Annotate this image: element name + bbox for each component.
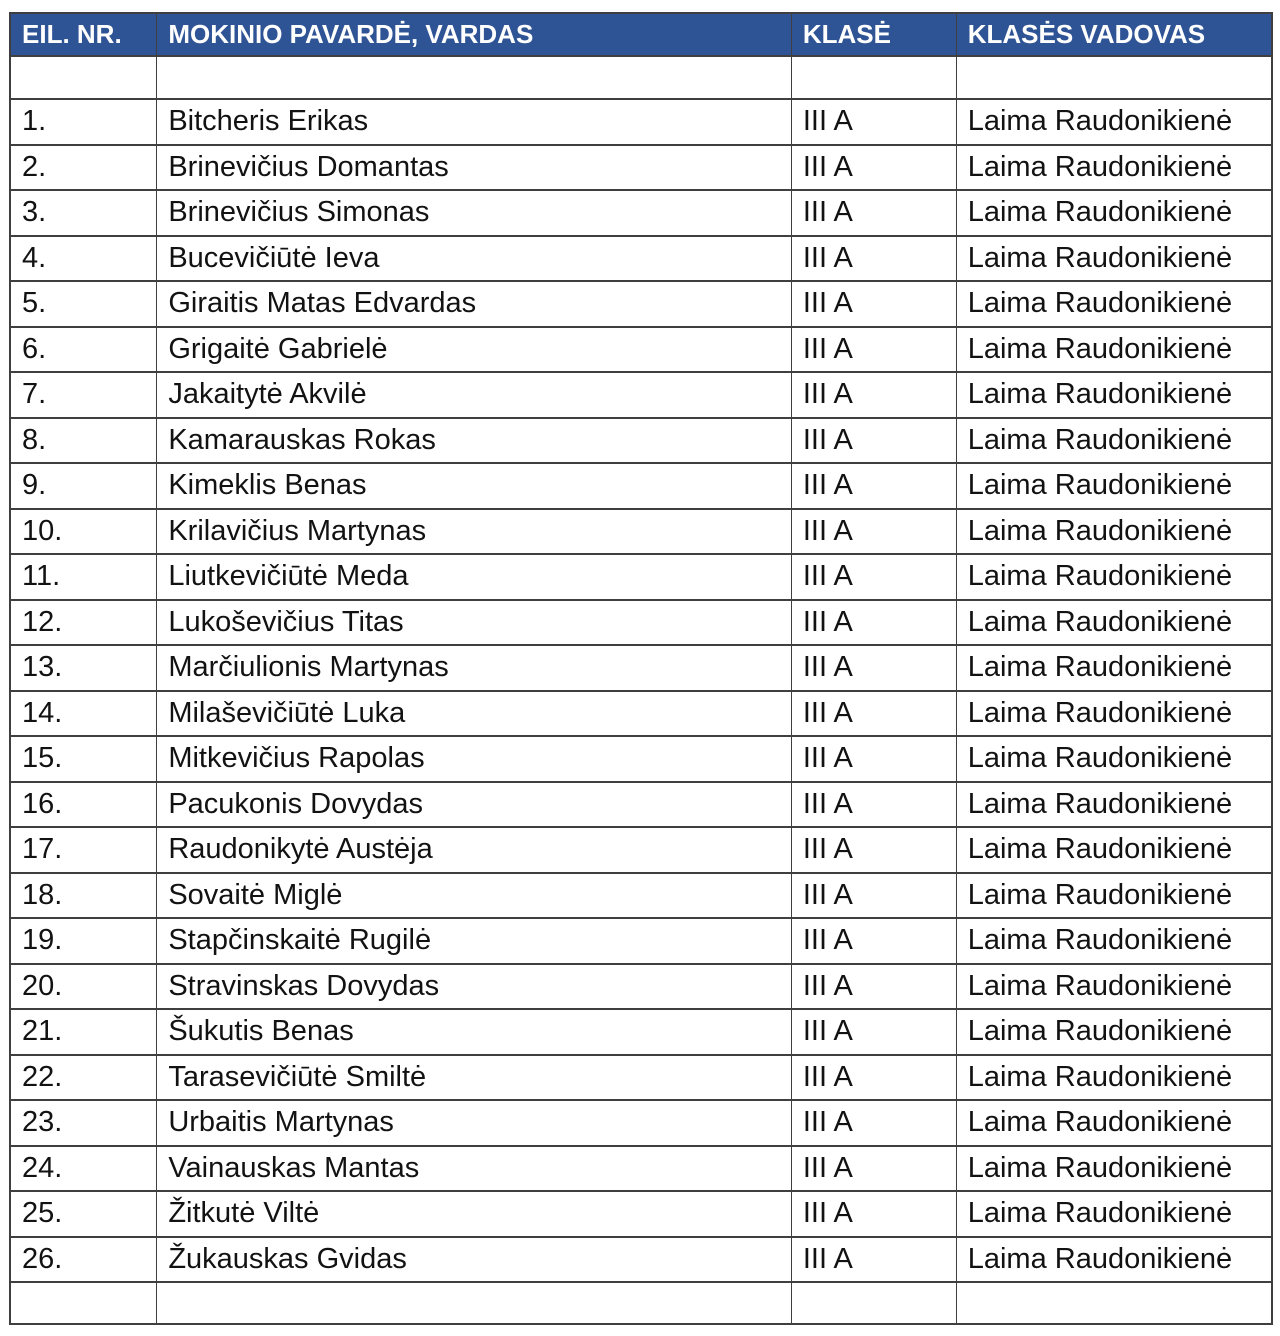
cell-class-teacher: Laima Raudonikienė xyxy=(956,281,1272,327)
cell-row-number: 7. xyxy=(10,372,157,418)
cell-class: III A xyxy=(791,236,956,282)
table-row xyxy=(10,964,1272,1010)
cell-student-name: Lukoševičius Titas xyxy=(157,600,792,646)
cell-student-name: Brinevičius Simonas xyxy=(157,190,792,236)
table-row xyxy=(10,372,1272,418)
empty-cell xyxy=(10,56,157,99)
cell-row-number: 23. xyxy=(10,1100,157,1146)
cell-class: III A xyxy=(791,554,956,600)
cell-student-name: Vainauskas Mantas xyxy=(157,1146,792,1192)
empty-cell xyxy=(791,56,956,99)
cell-student-name: Krilavičius Martynas xyxy=(157,509,792,555)
cell-class: III A xyxy=(791,1191,956,1237)
empty-cell xyxy=(157,56,792,99)
cell-student-name: Stravinskas Dovydas xyxy=(157,964,792,1010)
table-row xyxy=(10,1055,1272,1101)
cell-class: III A xyxy=(791,418,956,464)
cell-class: III A xyxy=(791,1237,956,1283)
table-row xyxy=(10,873,1272,919)
cell-class-teacher: Laima Raudonikienė xyxy=(956,327,1272,373)
cell-class: III A xyxy=(791,463,956,509)
table-row xyxy=(10,418,1272,464)
cell-class-teacher: Laima Raudonikienė xyxy=(956,1009,1272,1055)
cell-student-name: Liutkevičiūtė Meda xyxy=(157,554,792,600)
table-row xyxy=(10,1191,1272,1237)
table-row xyxy=(10,1100,1272,1146)
cell-row-number: 18. xyxy=(10,873,157,919)
cell-row-number: 4. xyxy=(10,236,157,282)
students-table xyxy=(9,12,1273,1325)
cell-row-number: 9. xyxy=(10,463,157,509)
cell-class: III A xyxy=(791,691,956,737)
cell-row-number: 24. xyxy=(10,1146,157,1192)
cell-class: III A xyxy=(791,873,956,919)
table-row xyxy=(10,691,1272,737)
cell-class-teacher: Laima Raudonikienė xyxy=(956,964,1272,1010)
cell-class-teacher: Laima Raudonikienė xyxy=(956,827,1272,873)
cell-student-name: Giraitis Matas Edvardas xyxy=(157,281,792,327)
table-row xyxy=(10,600,1272,646)
table-row xyxy=(10,1009,1272,1055)
col-header-vadovas: KLASĖS VADOVAS xyxy=(956,13,1272,56)
cell-class-teacher: Laima Raudonikienė xyxy=(956,99,1272,145)
cell-student-name: Kimeklis Benas xyxy=(157,463,792,509)
cell-class: III A xyxy=(791,964,956,1010)
cell-row-number: 11. xyxy=(10,554,157,600)
cell-class: III A xyxy=(791,782,956,828)
cell-class: III A xyxy=(791,190,956,236)
cell-class-teacher: Laima Raudonikienė xyxy=(956,236,1272,282)
cell-row-number: 19. xyxy=(10,918,157,964)
cell-class: III A xyxy=(791,827,956,873)
cell-row-number: 8. xyxy=(10,418,157,464)
cell-row-number: 21. xyxy=(10,1009,157,1055)
empty-cell xyxy=(956,1282,1272,1324)
table-row xyxy=(10,236,1272,282)
table-row xyxy=(10,190,1272,236)
cell-class: III A xyxy=(791,327,956,373)
header-row xyxy=(10,13,1272,56)
cell-class-teacher: Laima Raudonikienė xyxy=(956,145,1272,191)
cell-class-teacher: Laima Raudonikienė xyxy=(956,918,1272,964)
table-row xyxy=(10,1237,1272,1283)
table-row xyxy=(10,918,1272,964)
cell-student-name: Šukutis Benas xyxy=(157,1009,792,1055)
table-row xyxy=(10,1146,1272,1192)
cell-student-name: Bucevičiūtė Ieva xyxy=(157,236,792,282)
cell-class-teacher: Laima Raudonikienė xyxy=(956,782,1272,828)
cell-student-name: Marčiulionis Martynas xyxy=(157,645,792,691)
cell-class: III A xyxy=(791,645,956,691)
cell-row-number: 3. xyxy=(10,190,157,236)
cell-class: III A xyxy=(791,736,956,782)
table-row xyxy=(10,281,1272,327)
cell-class: III A xyxy=(791,509,956,555)
table-row xyxy=(10,145,1272,191)
cell-class-teacher: Laima Raudonikienė xyxy=(956,645,1272,691)
cell-student-name: Pacukonis Dovydas xyxy=(157,782,792,828)
cell-row-number: 22. xyxy=(10,1055,157,1101)
table-row xyxy=(10,509,1272,555)
cell-row-number: 25. xyxy=(10,1191,157,1237)
cell-row-number: 26. xyxy=(10,1237,157,1283)
cell-class: III A xyxy=(791,99,956,145)
cell-class: III A xyxy=(791,918,956,964)
cell-row-number: 10. xyxy=(10,509,157,555)
empty-cell xyxy=(956,56,1272,99)
cell-student-name: Jakaitytė Akvilė xyxy=(157,372,792,418)
cell-student-name: Žukauskas Gvidas xyxy=(157,1237,792,1283)
cell-row-number: 5. xyxy=(10,281,157,327)
cell-row-number: 17. xyxy=(10,827,157,873)
cell-class: III A xyxy=(791,1055,956,1101)
cell-class-teacher: Laima Raudonikienė xyxy=(956,190,1272,236)
cell-student-name: Kamarauskas Rokas xyxy=(157,418,792,464)
cell-class-teacher: Laima Raudonikienė xyxy=(956,691,1272,737)
table-row xyxy=(10,827,1272,873)
cell-class-teacher: Laima Raudonikienė xyxy=(956,1237,1272,1283)
table-row xyxy=(10,736,1272,782)
cell-row-number: 12. xyxy=(10,600,157,646)
cell-student-name: Brinevičius Domantas xyxy=(157,145,792,191)
cell-class-teacher: Laima Raudonikienė xyxy=(956,873,1272,919)
cell-student-name: Stapčinskaitė Rugilė xyxy=(157,918,792,964)
cell-class-teacher: Laima Raudonikienė xyxy=(956,418,1272,464)
cell-class-teacher: Laima Raudonikienė xyxy=(956,600,1272,646)
cell-student-name: Urbaitis Martynas xyxy=(157,1100,792,1146)
cell-class-teacher: Laima Raudonikienė xyxy=(956,463,1272,509)
table-row xyxy=(10,554,1272,600)
cell-class-teacher: Laima Raudonikienė xyxy=(956,1055,1272,1101)
cell-row-number: 2. xyxy=(10,145,157,191)
cell-class: III A xyxy=(791,600,956,646)
cell-class: III A xyxy=(791,145,956,191)
table-row xyxy=(10,99,1272,145)
cell-student-name: Grigaitė Gabrielė xyxy=(157,327,792,373)
cell-class-teacher: Laima Raudonikienė xyxy=(956,509,1272,555)
spacer-row-bottom xyxy=(10,1282,1272,1324)
cell-class-teacher: Laima Raudonikienė xyxy=(956,1191,1272,1237)
empty-cell xyxy=(791,1282,956,1324)
col-header-name: MOKINIO PAVARDĖ, VARDAS xyxy=(157,13,792,56)
cell-row-number: 20. xyxy=(10,964,157,1010)
cell-class: III A xyxy=(791,1100,956,1146)
cell-class-teacher: Laima Raudonikienė xyxy=(956,554,1272,600)
cell-class-teacher: Laima Raudonikienė xyxy=(956,736,1272,782)
col-header-eil-nr: EIL. NR. xyxy=(10,13,157,56)
cell-row-number: 14. xyxy=(10,691,157,737)
cell-student-name: Tarasevičiūtė Smiltė xyxy=(157,1055,792,1101)
cell-class-teacher: Laima Raudonikienė xyxy=(956,1100,1272,1146)
cell-row-number: 6. xyxy=(10,327,157,373)
spacer-row-top xyxy=(10,56,1272,99)
empty-cell xyxy=(157,1282,792,1324)
cell-class: III A xyxy=(791,372,956,418)
cell-class: III A xyxy=(791,1146,956,1192)
cell-class-teacher: Laima Raudonikienė xyxy=(956,1146,1272,1192)
table-row xyxy=(10,782,1272,828)
cell-student-name: Raudonikytė Austėja xyxy=(157,827,792,873)
cell-class: III A xyxy=(791,281,956,327)
cell-class-teacher: Laima Raudonikienė xyxy=(956,372,1272,418)
col-header-klase: KLASĖ xyxy=(791,13,956,56)
cell-row-number: 16. xyxy=(10,782,157,828)
cell-class: III A xyxy=(791,1009,956,1055)
cell-student-name: Žitkutė Viltė xyxy=(157,1191,792,1237)
cell-row-number: 15. xyxy=(10,736,157,782)
cell-row-number: 13. xyxy=(10,645,157,691)
table-row xyxy=(10,327,1272,373)
cell-row-number: 1. xyxy=(10,99,157,145)
cell-student-name: Bitcheris Erikas xyxy=(157,99,792,145)
cell-student-name: Mitkevičius Rapolas xyxy=(157,736,792,782)
cell-student-name: Milaševičiūtė Luka xyxy=(157,691,792,737)
cell-student-name: Sovaitė Miglė xyxy=(157,873,792,919)
table-row xyxy=(10,463,1272,509)
table-row xyxy=(10,645,1272,691)
empty-cell xyxy=(10,1282,157,1324)
